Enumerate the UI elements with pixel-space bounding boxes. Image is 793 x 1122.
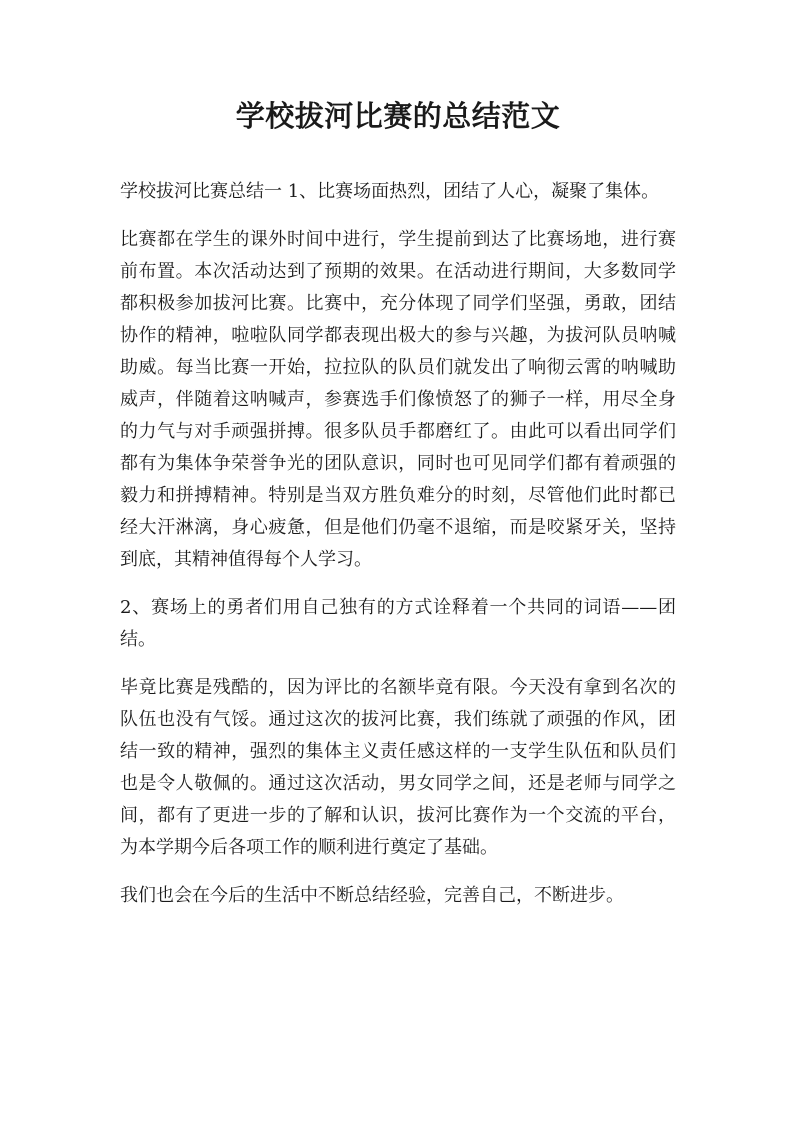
document-page [120,92,676,928]
paragraph-closing: 我们也会在今后的生活中不断总结经验，完善自己，不断进步。 [120,885,624,906]
paragraph-intro: 学校拔河比赛总结一 1、比赛场面热烈，团结了人心，凝聚了集体。 [120,181,660,202]
document-title: 学校拔河比赛的总结范文 [235,99,561,133]
paragraph-reflection: 毕竟比赛是残酷的，因为评比的名额毕竟有限。今天没有拿到名次的队伍也没有气馁。通过这次的拔河比赛，我们练就了顽强的作风，团结一致的精神，强烈的集体主义责任感这样的一支学生队伍和队员们也是令人敬佩的。通过这次活动，男女同学之间，还是老师与同学之间，都有了更进一步的了解和认识，拔河比赛作为一个交流的平台，为本学期今后各项工作的顺利进行奠定了基础。 [120,677,676,858]
paragraph-unity: 2、赛场上的勇者们用自己独有的方式诠释着一个共同的词语——团结。 [120,597,676,650]
paragraph-competition: 比赛都在学生的课外时间中进行，学生提前到达了比赛场地，进行赛前布置。本次活动达到了预期的效果。在活动进行期间，大多数同学都积极参加拔河比赛。比赛中，充分体现了同学们坚强，勇敢，团结协作的精神，啦啦队同学都表现出极大的参与兴趣，为拔河队员呐喊助威。每当比赛一开始，拉拉队的队员们就发出了响彻云霄的呐喊助威声，伴随着这呐喊声，参赛选手们像愤怒了的狮子一样，用尽全身的力气与对手顽强拼搏。很多队员手都磨红了。由此可以看出同学们都有为集体争荣誉争光的团队意识，同时也可见同学们都有着顽强的毅力和拼搏精神。特别是当双方胜负难分的时刻，尽管他们此时都已经大汗淋漓，身心疲惫，但是他们仍毫不退缩，而是咬紧牙关，坚持到底，其精神值得每个人学习。 [120,229,676,570]
